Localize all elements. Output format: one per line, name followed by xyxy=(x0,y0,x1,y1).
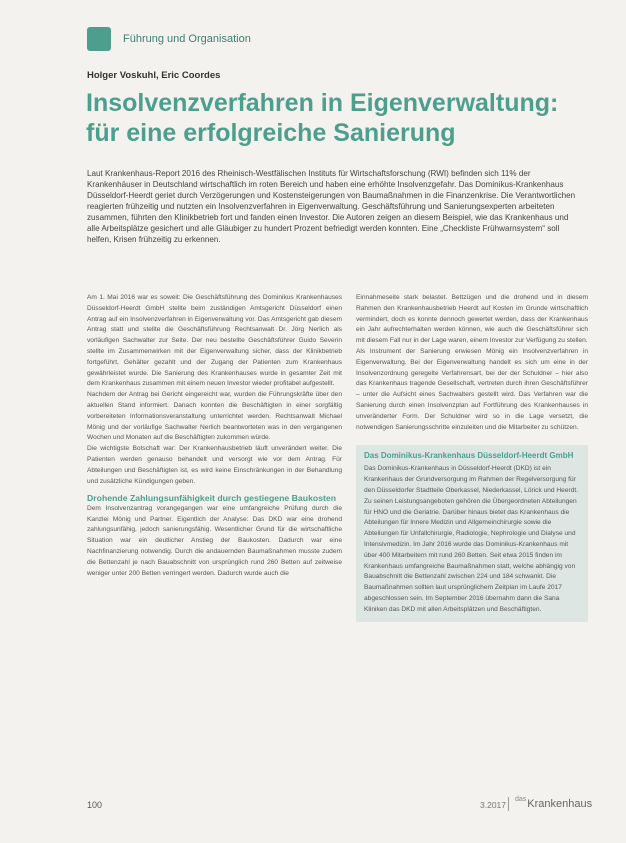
body-paragraph: Als Instrument der Sanierung erwiesen Mönig ein Insolvenzverfahren in Eigenverwaltung. Bei der Eigenverwaltung handelt es sich um eine in der Insolvenzordnung geregelte Verfahrensart, bei der der Schuldner – hier also das Krankenhaus tragende Gesellschaft, vertreten durch ihren Geschäftsführer – unter die Aufsicht eines Sachwalters gestellt wird. Das Verfahren war die Sanierung durch einen Insolvenzplan auf Fortführung des Krankenhauses in unveränderter Form. Der Schuldner wird so in die Lage versetzt, die notwendigen Sanierungsschritte einzuleiten und die Mitarbeiter zu schützen. xyxy=(356,347,588,431)
section-label: Führung und Organisation xyxy=(123,33,251,45)
issue-number: 3.2017 xyxy=(480,800,506,810)
body-paragraph: Am 1. Mai 2016 war es soweit: Die Geschäftsführung des Dominikus Krankenhauses Düsseldorf-Heerdt GmbH stellte beim zuständigen Amtsgericht Düsseldorf einen Antrag auf ein Insolvenzverfahren in Eigenverwaltung vor. Das Amtsgericht gab diesem Antrag statt und stellte die Geschäftsführung Rechtsanwalt Dr. Jörg Nerlich als vorläufigen Sachwalter zur Seite. Der neu bestellte Geschäftsführer Guido Severin stellte im Zusammenwirken mit der Eigenverwaltung sicher, dass der Klinikbetrieb fortgeführt, Gehälter gezahlt und der Zugang der Patienten zum Krankenhaus gewährleistet wurde. Die Sanierung des Krankenhauses wurde in gesamter Zeit mit dem Krankenhaus zusammen mit einem neuen Investor wieder profitabel aufgestellt. xyxy=(87,294,342,388)
info-box xyxy=(356,445,588,621)
article-authors: Holger Voskuhl, Eric Coordes xyxy=(87,70,221,81)
right-column xyxy=(356,293,588,622)
magazine-logo xyxy=(515,798,592,810)
left-column xyxy=(87,293,342,579)
page-number: 100 xyxy=(87,800,103,810)
footer-divider xyxy=(508,797,509,811)
brand-name: Krankenhaus xyxy=(527,798,593,810)
body-paragraph: Nachdem der Antrag bei Gericht eingereicht war, wurden die Führungskräfte über den aktuellen Stand informiert. Danach konnten die Beschäftigten in einer sorgfältig vorbereiteten Informationsveranstaltung unterrichtet werden. Rechtsanwalt Michael Mönig und der vorläufige Sachwalter Nerlich beantworteten was in den vergangenen Wochen und Monaten auf die Beschäftigten zukommen würde. xyxy=(87,391,342,442)
section-subheading: Drohende Zahlungsunfähigkeit durch gestiegene Baukosten xyxy=(87,493,337,504)
info-box-text: Das Dominikus-Krankenhaus in Düsseldorf-Heerdt (DKD) ist ein Krankenhaus der Grundversorgung im Rahmen der Regelversorgung für den Düsseldorfer Stadtteile Oberkassel, Niederkassel, Lörick und Heerdt. Zu seinen Leistungsangeboten gehören die Übergeordneten Abteilungen für HNO und die Geriatrie. Darüber hinaus bietet das Krankenhaus die Abteilungen für Innere Medizin und Allgemeinchirurgie sowie die Abteilungen für Unfallchirurgie, Radiologie, Nephrologie und Dialyse und Intensivmedizin. Im Jahr 2016 wurde das Dominikus-Krankenhaus mit über 400 Mitarbeitern mit rund 260 Betten. Seit etwa 2015 finden im Krankenhaus umfangreiche Baumaßnahmen statt, welche abhängig von Bauabschnitt die Bettenzahl zwischen 224 und 184 schwankt. Die Baumaßnahmen sollten laut ursprünglichem Zeitplan im Laufe 2017 abgeschlossen sein. Im September 2016 übernahm dann die Sana Kliniken das DKD mit allen Arbeitsplätzen und Beschäftigten. xyxy=(364,465,579,613)
section-header xyxy=(87,26,251,52)
body-paragraph: Die wichtigste Botschaft war: Der Krankenhausbetrieb läuft unverändert weiter. Die Patienten werden genauso behandelt und versorgt wie vor dem Antrag. Für Abteilungen und Beschäftigten ist, es wird keine Einschränkungen in der Behandlung und zusätzliche Kündigungen geben. xyxy=(87,445,342,485)
article-title: Insolvenzverfahren in Eigenverwaltung: für eine erfolgreiche Sanierung xyxy=(86,89,559,147)
article-intro: Laut Krankenhaus-Report 2016 des Rheinisch-Westfälischen Instituts für Wirtschaftsforschung (RWI) befinden sich 11% der Krankenhäuser in Deutschland wirtschaftlich im roten Bereich und haben eine erhöhte Insolvenzgefahr. Das Dominikus-Krankenhaus Düsseldorf-Heerdt geriet durch Verzögerungen und Kostensteigerungen von Baumaßnahmen in die Finanzenkrise. Die Verantwortlichen reagierten frühzeitig und nutzten ein Insolvenzverfahren in Eigenverwaltung. Geschäftsführung und Sanierungsexperten arbeiteten zusammen, führten den Klinikbetrieb fort und fanden einen Investor. Die Autoren zeigen an diesem Beispiel, wie das Krankenhaus und alle Arbeitsplätze gesichert und alle Gläubiger zu hundert Prozent befriedigt werden konnten. Eine „Checkliste Frühwarnsystem“ soll helfen, Krisen frühzeitig zu erkennen. xyxy=(87,169,576,244)
body-paragraph: Einnahmeseite stark belastet. Bettzügen und die drohend und in diesem Rahmen den Krankenhausbetrieb Heerdt auf Kosten im Grunde wirtschaftlich vermindert, doch es konnte dennoch gewertet werden, dass der Krankenhaus ein Jahr aufrechterhalten werden können, wie auch die Geschäftsführer sich mit diesem Fall nur in der Lage waren, einem Investor zur Verfügung zu stellen. xyxy=(356,294,588,345)
section-color-marker xyxy=(87,27,111,51)
body-paragraph: Dem Insolvenzantrag vorangegangen war eine umfangreiche Prüfung durch die Kanzlei Mönig und Partner. Eigentlich der Analyse: Das DKD war eine drohend zahlungsunfähig, jedoch sanierungsfähig. Wesentlicher Grund für die wirtschaftliche Situation war ein deutlicher Anstieg der Baukosten. Dadurch war eine Nachfinanzierung notwendig. Durch die andauernden Baumaßnahmen musste zudem die Bettenzahl je nach Bauabschnitt von ursprünglich rund 260 Betten auf zeitweise weniger unter 200 Betten verringert werden. Dadurch wurde auch die xyxy=(87,504,342,577)
brand-prefix: das xyxy=(515,796,527,803)
info-box-title: Das Dominikus-Krankenhaus Düsseldorf-Heerdt GmbH xyxy=(364,451,574,461)
